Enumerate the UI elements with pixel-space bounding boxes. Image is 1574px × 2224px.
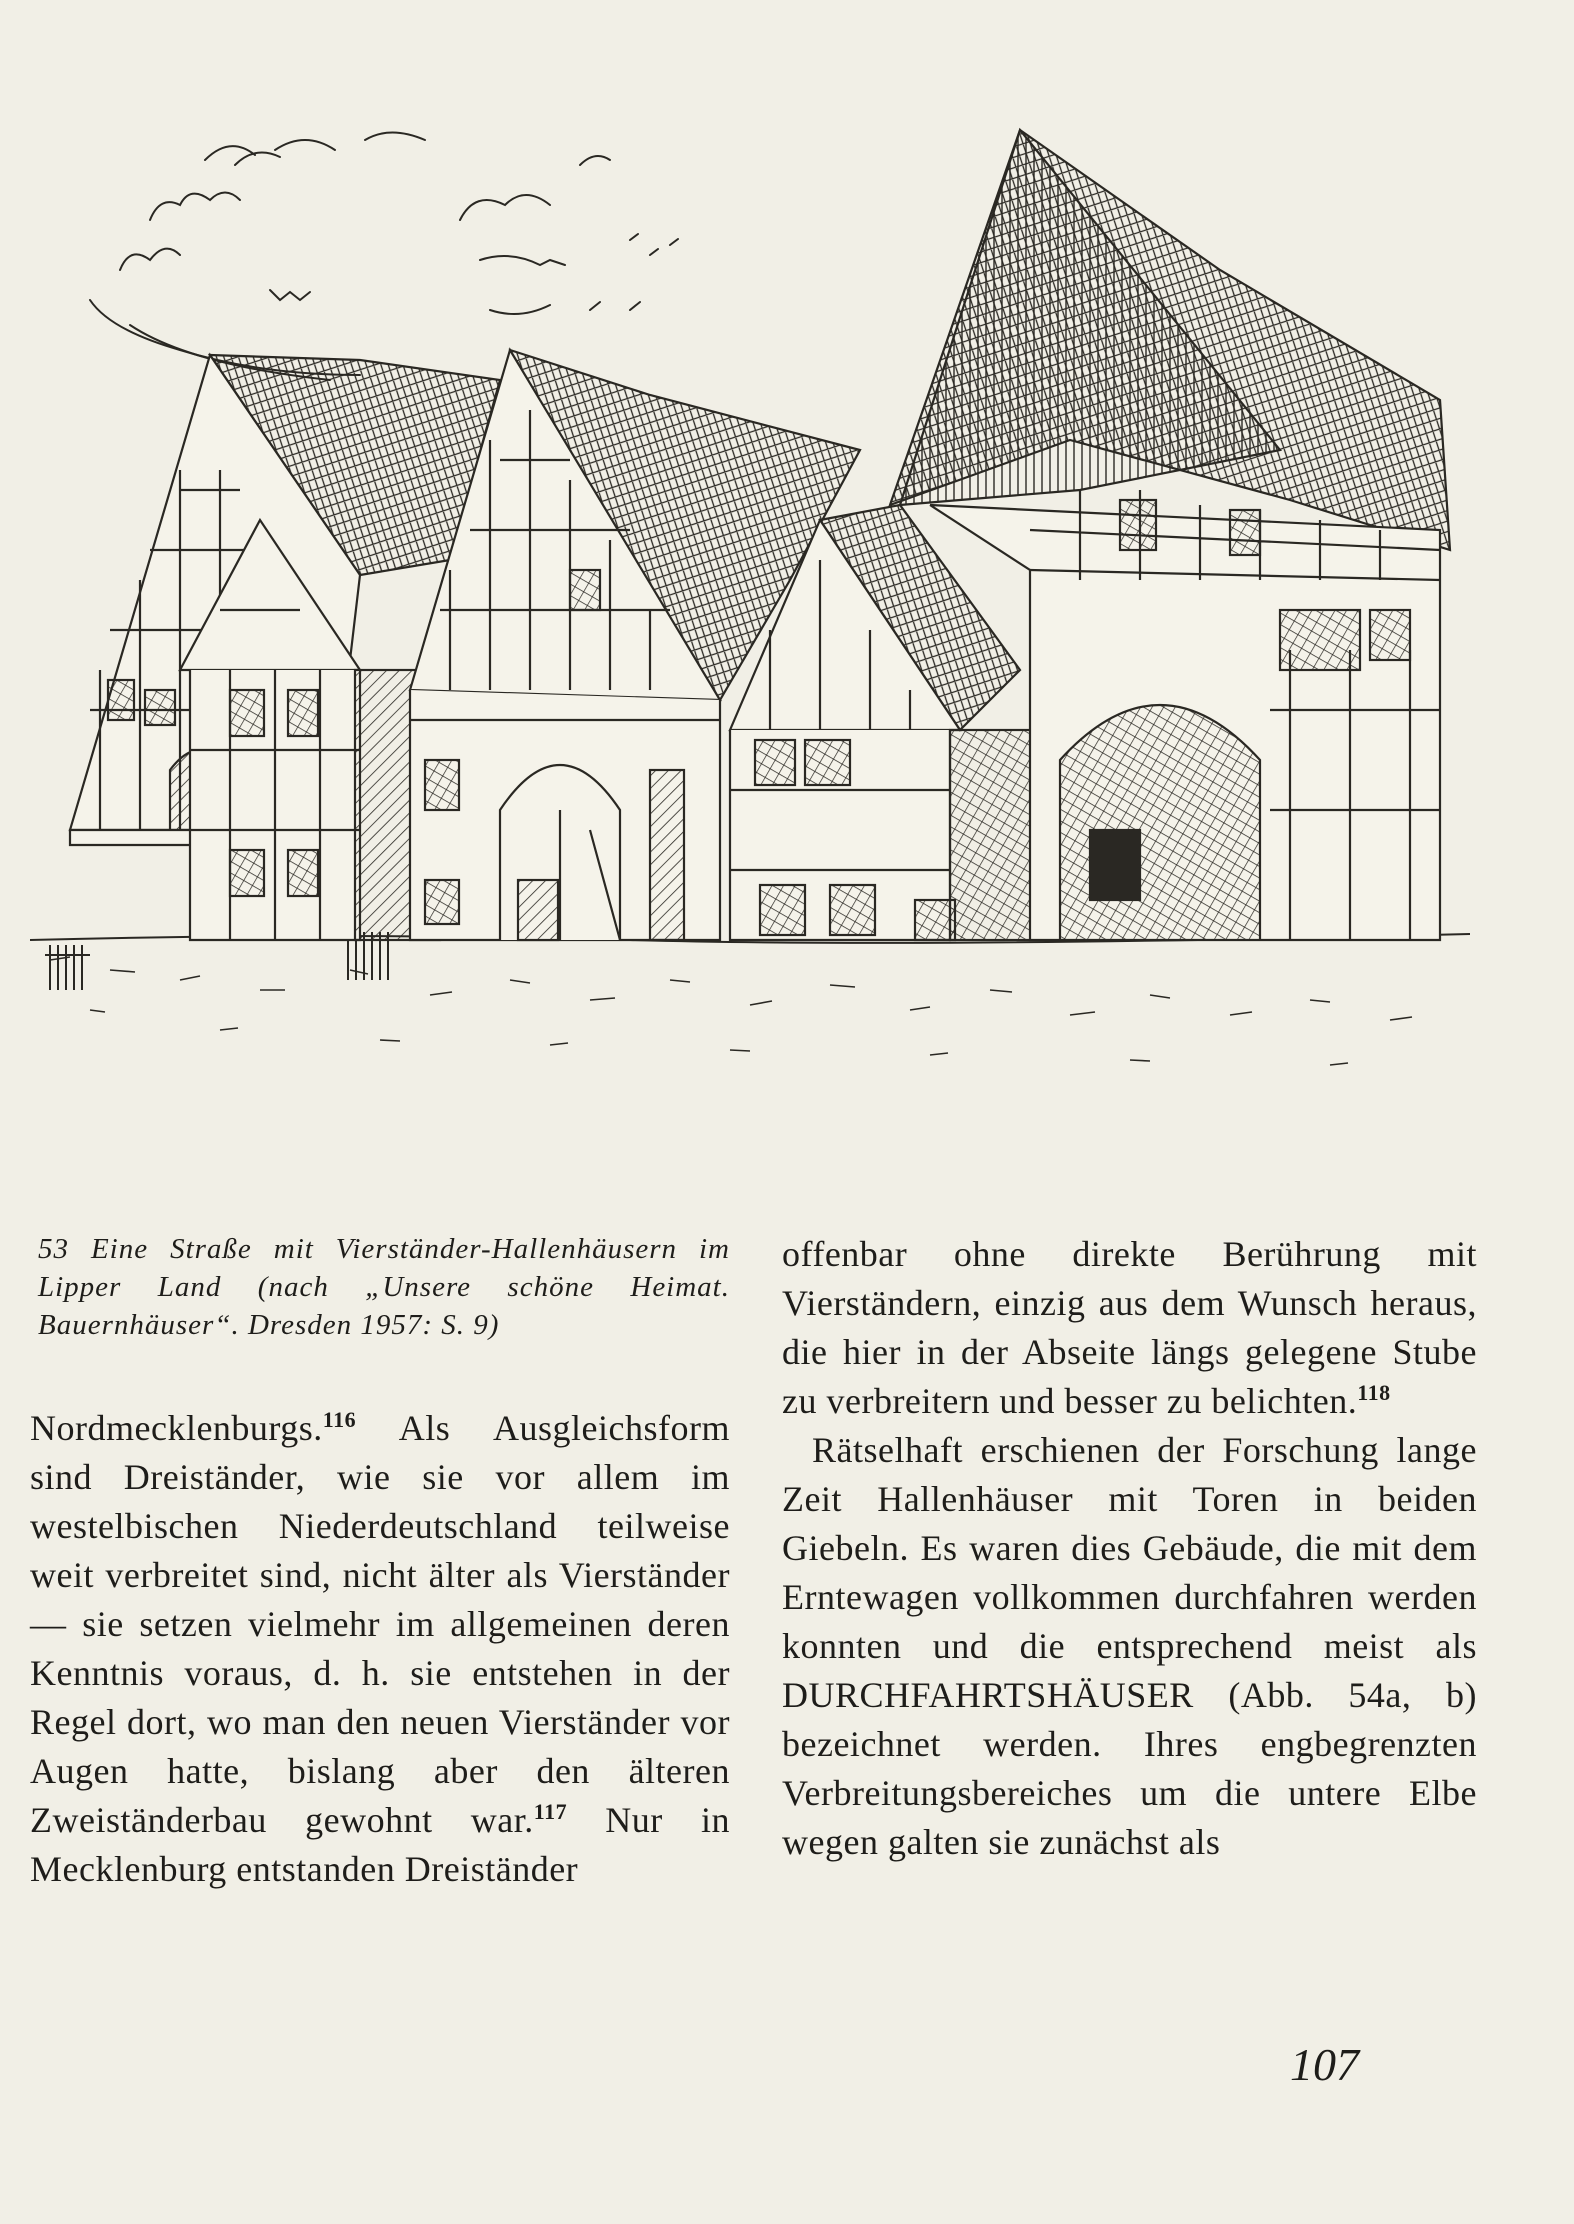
left-text-b: Als Ausgleichsform sind Dreiständer, wie sie vor allem im westelbischen Niederdeutschland teilweise weit verbreitet sind, nicht älter als Vierständer — sie setzen vielmehr im allgemeinen deren Kenntnis voraus, d. h. sie entstehen in der Regel dort, wo man den neuen Vierständer vor Augen hatte, bislang aber den älteren Zweiständerbau gewohnt war. xyxy=(30,1408,730,1840)
left-text-a: Nordmecklenburgs. xyxy=(30,1408,323,1448)
half-timbered-houses-drawing xyxy=(30,110,1490,1170)
right-paragraph-1 xyxy=(782,1230,1477,1426)
figure-caption: 53 Eine Straße mit Vierständer-Hallenhäusern im Lipper Land (nach „Unsere schöne Heimat. Bauernhäuser“. Dresden 1957: S. 9) xyxy=(38,1233,730,1341)
footnote-ref-117[interactable]: 117 xyxy=(533,1799,568,1824)
street-illustration xyxy=(30,110,1490,1170)
footnote-ref-116[interactable]: 116 xyxy=(322,1407,357,1432)
right-column xyxy=(782,1230,1477,1867)
left-column xyxy=(30,1230,730,1894)
page-number: 107 xyxy=(1290,2039,1359,2090)
footnote-ref-118[interactable]: 118 xyxy=(1357,1380,1391,1405)
cobblestones xyxy=(50,957,1412,1065)
clouds-sketch xyxy=(90,133,678,381)
left-text-c: Nur in Mecklenburg entstanden Dreiständer xyxy=(30,1800,730,1889)
left-paragraph xyxy=(30,1404,730,1894)
right-text-a: offenbar ohne direkte Berührung mit Vierständern, einzig aus dem Wunsch heraus, die hier in der Abseite längs gelegene Stube zu verbreitern und besser zu belichten. xyxy=(782,1234,1477,1421)
right-paragraph-2: Rätselhaft erschienen der Forschung lange Zeit Hallenhäuser mit Toren in beiden Giebeln. Es waren dies Gebäude, die mit dem Erntewagen vollkommen durchfahren werden konnten und die entsprechend meist als DURCHFAHRTSHÄUSER (Abb. 54a, b) bezeichnet werden. Ihres engbegrenzten Verbreitungsbereiches um die untere Elbe wegen galten sie zunächst als xyxy=(782,1430,1477,1862)
